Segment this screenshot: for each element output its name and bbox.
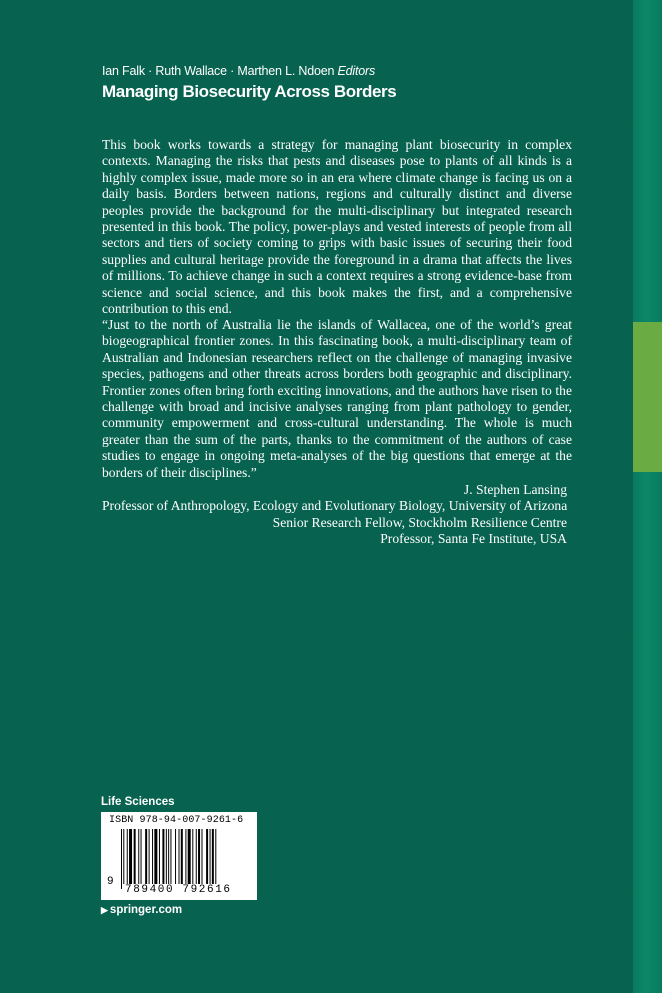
barcode-bar (154, 829, 157, 889)
barcode-bar (166, 829, 167, 889)
barcode-bar (188, 829, 191, 889)
book-description (102, 137, 572, 317)
barcode-bar (168, 829, 169, 889)
barcode-bar (206, 829, 208, 889)
barcode-bar (185, 829, 186, 889)
barcode-bar (138, 829, 139, 889)
barcode-bar (179, 829, 180, 889)
attribution-name: J. Stephen Lansing (463, 482, 567, 497)
attribution-line: Professor, Santa Fe Institute, USA (380, 531, 567, 547)
ean-first-digit: 9 (107, 876, 114, 888)
isbn-label: ISBN 978-94-007-9261-6 (109, 815, 244, 826)
quote-attribution (102, 482, 567, 548)
book-title: Managing Biosecurity Across Borders (102, 82, 397, 101)
subject-category: Life Sciences (101, 796, 175, 808)
editor-names: Ian Falk · Ruth Wallace · Marthen L. Ndoen (102, 64, 335, 78)
isbn-barcode (101, 812, 257, 900)
barcode-bar (210, 829, 211, 889)
barcode-bar (196, 829, 197, 889)
spine-accent-block (633, 322, 662, 472)
ean-digits: 789400 792616 (125, 884, 232, 896)
arrow-right-icon: ▶ (101, 905, 108, 915)
barcode-bar (127, 829, 128, 889)
barcode-bars (121, 829, 249, 889)
description-text: This book works towards a strategy for managing plant biosecurity in complex contexts. Managing the risks that pests and diseases pose to plants of all kinds is a highly complex issue, made more so in an era where climate change is facing us on a daily basis. Borders between nations, regions and culturally distinct and diverse peoples provide the background for the multi-disciplinary but integrated research presented in this book. The policy, power-plays and vested interests of people from all sectors and tiers of society coming to grips with basic issues of securing their food supplies and cultural heritage provide the foreground in a drama that affects the lives of millions. To achieve change in such a context requires a strong evidence-base from science and social science, and this book makes the first, and a comprehensive contribution to this end. (102, 137, 572, 317)
attribution-line: Professor of Anthropology, Ecology and Evolutionary Biology, University of Arizona (102, 498, 568, 514)
barcode-bar (175, 829, 176, 889)
barcode-bar (202, 829, 203, 889)
editors-role: Editors (337, 64, 376, 78)
barcode-bar (134, 829, 136, 889)
editors-line (102, 64, 375, 78)
barcode-bar (198, 829, 200, 889)
publisher-url: springer.com (109, 904, 183, 916)
barcode-bar (162, 829, 164, 889)
barcode-bar (149, 829, 150, 889)
barcode-bar (192, 829, 193, 889)
barcode-bar (141, 829, 142, 889)
barcode-bar (123, 829, 124, 889)
barcode-bar (159, 829, 160, 889)
attribution-line: Senior Research Fellow, Stockholm Resilience Centre (272, 514, 567, 530)
review-quote (102, 317, 572, 481)
publisher-link[interactable] (101, 904, 182, 916)
barcode-bar (129, 829, 132, 889)
barcode-bar (215, 829, 216, 889)
quote-text: “Just to the north of Australia lie the islands of Wallacea, one of the world’s great biogeographical frontier zones. In this fascinating book, a multi-disciplinary team of Australian and Indonesian researchers reflect on the challenge of managing invasive species, pathogens and other threats across borders both geographic and disciplinary. Frontier zones often bring forth exciting innovations, and the authors have risen to the challenge with broad and incisive analyses ranging from plant pathology to gender, community empowerment and cross-cultural understanding. The whole is much greater than the sum of the parts, thanks to the commitment of the authors of case studies to engage in ongoing meta-analyses of the big questions that emerge at the borders of their disciplines.” (102, 317, 572, 480)
barcode-bar (152, 829, 153, 889)
barcode-bar (181, 829, 183, 889)
barcode-bar (145, 829, 147, 889)
barcode-bar (170, 829, 171, 889)
barcode-bar (121, 829, 122, 889)
barcode-bar (212, 829, 214, 889)
spine-edge-strip (633, 0, 662, 993)
